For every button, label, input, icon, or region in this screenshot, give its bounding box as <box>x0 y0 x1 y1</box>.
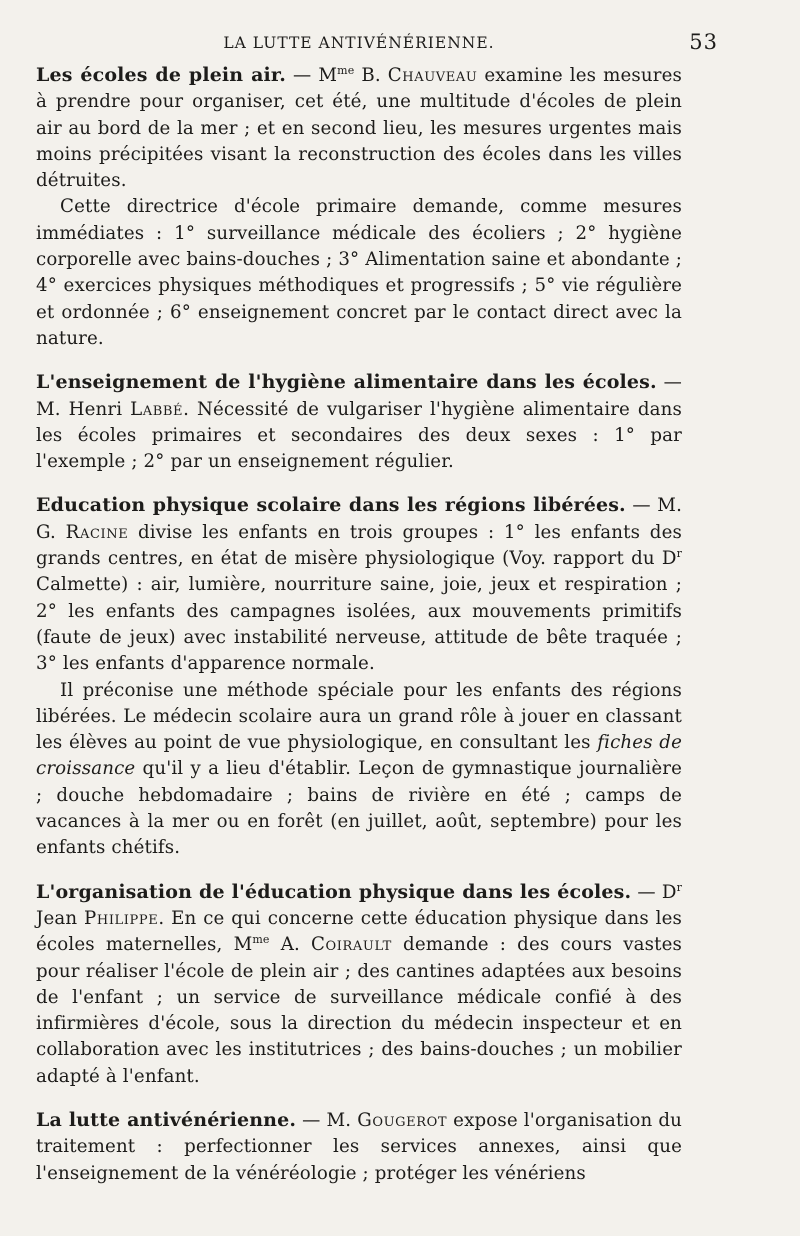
author-initial: B. <box>354 65 388 86</box>
section-ecoles-plein-air <box>36 62 682 352</box>
author-name: Philippe <box>84 907 159 929</box>
section-lutte-antivenerienne <box>36 1107 682 1187</box>
dash: — D <box>631 881 677 903</box>
section-heading: Les écoles de plein air. <box>36 64 287 86</box>
running-head <box>36 28 718 62</box>
dash: Jean <box>36 907 85 929</box>
paragraph <box>36 369 682 475</box>
paragraph-text: Il préconise une méthode spéciale pour les enfants des régions libérées. Le médecin scolaire aura un grand rôle à jouer en classant les élèves au point de vue physiologique, en consultant les <box>36 679 682 754</box>
paragraph-text: . Nécessité de vulgariser l'hygiène alimentaire dans les écoles primaires et secondaires des deux sexes : 1° par l'exemple ; 2° par un enseignement régulier. <box>36 398 682 473</box>
section-heading: L'organisation de l'éducation physique dans les écoles. <box>36 880 632 903</box>
paragraph <box>36 1107 682 1187</box>
paragraph-text: A. <box>269 934 312 956</box>
section-heading: La lutte antivénérienne. <box>36 1108 297 1131</box>
author-name: Coirault <box>311 934 392 956</box>
paragraph-text: divise les enfants en trois groupes : 1° les enfants des grands centres, en état de misère physiologique (Voy. rapport du D <box>36 521 682 570</box>
paragraph-text: qu'il y a lieu d'établir. Leçon de gymnastique journalière ; douche hebdomadaire ; bains de rivière en été ; camps de vacances à la mer ou en forêt (en juillet, août, septembre) pour les enfants chétifs. <box>36 758 682 859</box>
author-name: Labbé <box>130 398 184 420</box>
dash: — M. <box>296 1109 358 1131</box>
doctor-sup: r <box>676 546 682 560</box>
paragraph <box>36 492 682 677</box>
author-name: Racine <box>65 521 129 543</box>
section-heading: Education physique scolaire dans les régions libérées. <box>36 494 626 517</box>
paragraph-text: . En ce qui concerne cette éducation physique dans les écoles maternelles, M <box>36 907 682 956</box>
section-education-physique-regions <box>36 492 682 861</box>
paragraph <box>36 678 682 862</box>
section-heading: L'enseignement de l'hygiène alimentaire dans les écoles. <box>36 371 657 394</box>
italic-term: fiches de croissance <box>36 732 682 780</box>
author-name: Chauveau <box>387 65 478 86</box>
page-number: 53 <box>689 30 718 54</box>
author-title: M <box>318 65 338 86</box>
paragraph-text: examine les mesures à prendre pour organiser, cet été, une multitude d'écoles de plein air au bord de la mer ; et en second lieu, les mesures urgentes mais moins précipitées visant la reconstruction des écoles dans les villes détruites. <box>36 65 682 192</box>
paragraph <box>36 62 682 194</box>
running-head-title: LA LUTTE ANTIVÉNÉRIENNE. <box>223 34 495 52</box>
paragraph-text: Cette directrice d'école primaire demande, comme mesures immédiates : 1° surveillance médicale des écoliers ; 2° hygiène corporelle avec bains-douches ; 3° Alimentation saine et abondante ; 4° exercices physiques méthodiques et progressifs ; 5° vie régulière et ordonnée ; 6° enseignement concret par le contact direct avec la nature. <box>36 196 682 349</box>
author-name: Gougerot <box>357 1109 448 1131</box>
paragraph-text: expose l'organisation du traitement : perfectionner les services annexes, ainsi que l'enseignement de la vénéréologie ; protéger les vénériens <box>36 1109 682 1184</box>
paragraph <box>36 879 682 1090</box>
paragraph-text: demande : des cours vastes pour réaliser l'école de plein air ; des cantines adaptées aux besoins de l'enfant ; un service de surveillance médicale confié à des infirmières d'école, sous la direction du médecin inspecteur et en collaboration avec les institutrices ; des bains-douches ; un mobilier adapté à l'enfant. <box>36 934 682 1087</box>
dash: — <box>286 65 319 86</box>
author-title-sup: me <box>252 933 270 947</box>
dash: — M. G. <box>36 495 682 543</box>
author-title-sup: me <box>337 63 355 77</box>
paragraph <box>36 194 682 352</box>
section-organisation-education-physique <box>36 879 682 1090</box>
dash: — M. Henri <box>36 372 682 420</box>
section-hygiene-alimentaire <box>36 369 682 475</box>
doctor-sup: r <box>676 880 683 894</box>
paragraph-text: Calmette) : air, lumière, nourriture saine, joie, jeux et respiration ; 2° les enfants des campagnes isolées, aux mouvements primitifs (faute de jeux) avec instabilité nerveuse, attitude de bête traquée ; 3° les enfants d'apparence normale. <box>36 574 682 675</box>
